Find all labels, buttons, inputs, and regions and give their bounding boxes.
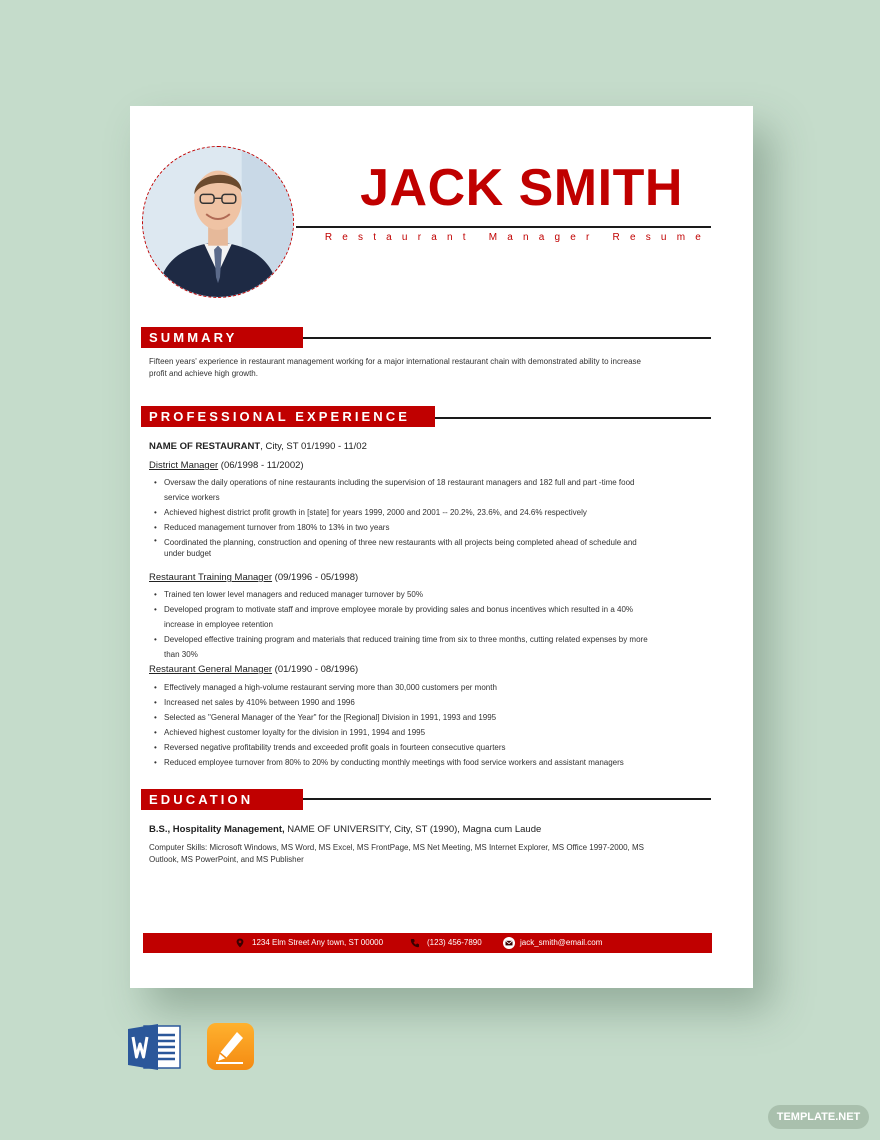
computer-skills: Computer Skills: Microsoft Windows, MS Word, MS Excel, MS FrontPage, MS Net Meeting, MS Internet Explorer, MS Office 1997-2000, MS Outlook, MS PowerPoint, and MS Publisher: [149, 843, 644, 864]
profile-photo: [142, 146, 294, 298]
school-details: NAME OF UNIVERSITY, City, ST (1990), Magna cum Laude: [284, 824, 542, 835]
list-item: • Achieved highest district profit growth in [state] for years 1999, 2000 and 2001 -- 20.2%, 23.6%, and 24.6% respectively: [154, 505, 654, 520]
list-item: • Increased net sales by 410% between 1990 and 1996: [154, 695, 654, 710]
role-title: District Manager: [149, 460, 219, 471]
candidate-name: JACK SMITH: [360, 159, 683, 217]
employer-name: NAME OF RESTAURANT: [149, 441, 261, 452]
list-item: • Reduced management turnover from 180% to 13% in two years: [154, 520, 654, 535]
role-bullets: [154, 587, 654, 662]
role-dates: (06/1998 - 11/2002): [218, 460, 304, 471]
pen-icon: [207, 1023, 254, 1070]
header-divider: [296, 226, 711, 228]
contact-address: 1234 Elm Street Any town, ST 00000: [252, 938, 384, 947]
summary-text: Fifteen years' experience in restaurant management working for a major international restaurant chain with demonstrated ability to increase profit and achieve high growth.: [149, 357, 642, 378]
resume-document: [130, 106, 753, 988]
role-bullets: [154, 475, 654, 559]
list-item: • Achieved highest customer loyalty for the division in 1991, 1994 and 1995: [154, 725, 654, 740]
person-portrait-icon: [143, 147, 293, 297]
phone-icon: [410, 938, 420, 948]
list-item: • Effectively managed a high-volume restaurant serving more than 30,000 customers per month: [154, 680, 654, 695]
list-item: • Developed program to motivate staff and improve employee morale by providing sales and bonus incentives which resulted in a 40% increase in employee retention: [154, 602, 654, 632]
location-pin-icon: [235, 938, 245, 948]
apple-pages-icon[interactable]: [207, 1023, 254, 1070]
education-divider: [303, 798, 711, 800]
contact-phone: (123) 456-7890: [427, 938, 482, 947]
contact-email: jack_smith@email.com: [520, 938, 603, 947]
template-net-watermark: TEMPLATE.NET: [768, 1105, 869, 1129]
role-title: Restaurant Training Manager: [149, 572, 273, 583]
contact-bar: [143, 933, 712, 953]
list-item: • Reduced employee turnover from 80% to 20% by conducting monthly meetings with food service workers and assistant managers: [154, 755, 654, 770]
employer-line: [149, 441, 367, 453]
role-dates: (09/1996 - 05/1998): [272, 572, 359, 583]
education-heading: EDUCATION: [141, 789, 303, 810]
role-heading: [149, 460, 304, 472]
summary-heading: SUMMARY: [141, 327, 303, 348]
list-item: • Oversaw the daily operations of nine restaurants including the supervision of 18 restaurant managers and 182 full and part -time food service workers: [154, 475, 654, 505]
degree-line: [149, 824, 541, 836]
list-item: • Selected as "General Manager of the Year" for the [Regional] Division in 1991, 1993 and 1995: [154, 710, 654, 725]
employer-details: , City, ST 01/1990 - 11/02: [260, 441, 367, 452]
role-bullets: [154, 680, 654, 770]
role-dates: (01/1990 - 08/1996): [272, 664, 359, 675]
role-heading: [149, 664, 358, 676]
experience-heading: PROFESSIONAL EXPERIENCE: [141, 406, 435, 427]
degree-name: B.S., Hospitality Management,: [149, 824, 285, 835]
list-item: • Developed effective training program and materials that reduced training time from six to three months, cutting related expenses by more than 30%: [154, 632, 654, 662]
microsoft-word-icon[interactable]: [128, 1024, 182, 1070]
list-item: • Coordinated the planning, construction and opening of three new restaurants with all projects being completed ahead of schedule and under budget: [154, 535, 654, 559]
role-heading: [149, 572, 358, 584]
list-item: • Reversed negative profitability trends and exceeded profit goals in fourteen consecutive quarters: [154, 740, 654, 755]
email-icon: [503, 937, 515, 949]
experience-divider: [435, 417, 711, 419]
summary-divider: [303, 337, 711, 339]
role-title: Restaurant General Manager: [149, 664, 273, 675]
list-item: • Trained ten lower level managers and reduced manager turnover by 50%: [154, 587, 654, 602]
resume-subtitle: Restaurant Manager Resume: [324, 232, 711, 243]
